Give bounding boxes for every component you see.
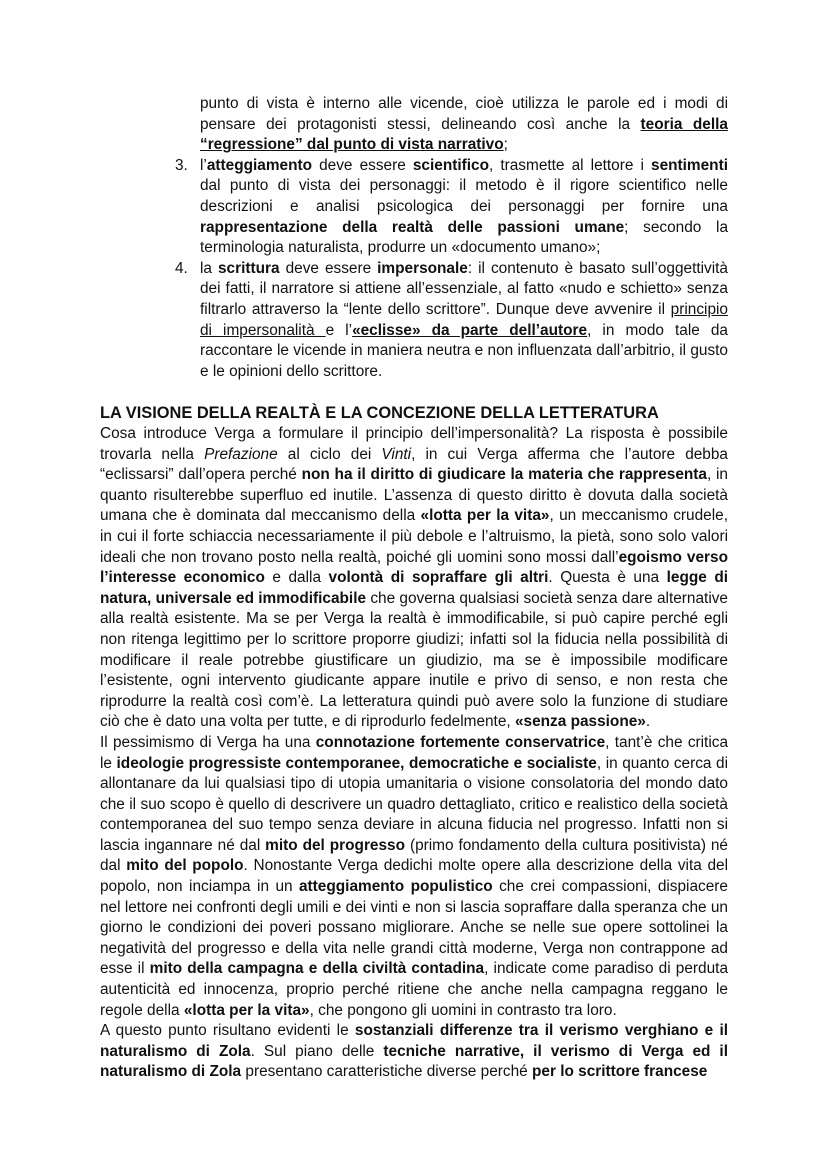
seg-bold: atteggiamento xyxy=(206,156,313,174)
paragraph xyxy=(100,733,728,1021)
bold-run: mito del popolo xyxy=(126,857,244,875)
bold-run: «lotta per la vita» xyxy=(420,507,550,525)
text-run: Cosa introduce Verga a formulare il principio dell’impersonalità? La risposta è possibile trovarla nella xyxy=(100,425,728,463)
text-run: . Sul piano delle xyxy=(250,1042,384,1060)
seg-underline: principio di impersonalità xyxy=(200,300,728,339)
text-run: al ciclo dei xyxy=(277,445,382,463)
text-run: A questo punto risultano evidenti le xyxy=(100,1022,355,1040)
text-run: . Questa è una xyxy=(548,569,667,587)
seg: , trasmette al lettore i xyxy=(488,156,652,174)
text-run: , tant’è che critica le xyxy=(100,733,729,772)
seg: , in modo tale da raccontare le vicende in maniera neutra e non influenzata dall’arbitrio, il gusto e le opinioni dello scrittore. xyxy=(200,321,728,380)
bold-run: mito del progresso xyxy=(265,836,406,854)
bold-run: volontà di sopraffare gli altri xyxy=(328,569,549,587)
paragraph xyxy=(100,1021,728,1083)
bold-run: legge di natura, universale ed immodificabile xyxy=(100,569,728,607)
seg-bold: impersonale xyxy=(377,259,468,277)
bold-run: tecniche narrative, il verismo di Verga ed il naturalismo di Zola xyxy=(100,1042,728,1081)
seg: ; xyxy=(503,136,508,154)
bold-run: egoismo verso l’interesse economico xyxy=(100,548,728,587)
text-run: presentano caratteristiche diverse perché xyxy=(241,1063,532,1081)
text-run: che crei compassioni, dispiacere nel lettore nei confronti degli umili e dei vinti e non si lascia sopraffare dalla speranza che un giorno le condizioni dei poveri possano migliorare. Anche se nelle sue opere sottolinei la negatività del progresso e della vita nelle grandi città moderne, Verga non contrappone ad esse il xyxy=(100,878,728,978)
italic-run: Prefazione xyxy=(204,445,278,463)
text-run: e dalla xyxy=(264,569,329,587)
text-run: , che pongono gli uomini in contrasto tra loro. xyxy=(309,1001,617,1019)
list-item xyxy=(175,156,728,259)
body-text xyxy=(100,424,728,1083)
bold-run: non ha il diritto di giudicare la materia che rappresenta xyxy=(301,466,707,484)
seg-bold-underline: «eclisse» da parte dell’autore xyxy=(352,321,588,339)
text-run: , indicate come paradiso di perduta autenticità ed innocenza, proprio perché ritiene che anche nella campagna reggano le regole della xyxy=(100,960,729,1019)
list-item-text xyxy=(200,156,728,259)
bold-run: ideologie progressiste contemporanee, democratiche e socialiste xyxy=(116,754,597,772)
bold-run: atteggiamento populistico xyxy=(299,878,493,896)
list-item-text xyxy=(200,259,728,383)
list-number: 4. xyxy=(175,259,188,277)
seg-bold: scrittura xyxy=(217,259,280,277)
seg: ; secondo la terminologia naturalista, produrre un «documento umano»; xyxy=(200,218,729,257)
text-run: . Nonostante Verga dedichi molte opere alla descrizione della vita del popolo, non inciampa in un xyxy=(100,857,728,896)
text-run: (primo fondamento della cultura positivista) né dal xyxy=(100,836,728,875)
list-number: 3. xyxy=(175,156,188,174)
seg-bold: rappresentazione della realtà delle passioni umane xyxy=(200,218,625,236)
bold-run: «lotta per la vita» xyxy=(183,1001,310,1019)
seg: : il contenuto è basato sull’oggettività dei fatti, il narratore si attiene all’essenziale, al fatto «nudo e schietto» senza filtrarlo attraverso la “lente dello scrittore”. Dunque deve avvenire il xyxy=(200,259,728,318)
seg: deve essere xyxy=(312,156,413,174)
text-run: Il pessimismo di Verga ha una xyxy=(100,733,316,751)
seg: la xyxy=(200,259,218,277)
text-run: , in cui Verga afferma che l’autore debba “eclissarsi” dall’opera perché xyxy=(100,445,728,484)
section-heading: LA VISIONE DELLA REALTÀ E LA CONCEZIONE DELLA LETTERATURA xyxy=(100,404,659,422)
seg: e l’ xyxy=(325,321,353,339)
text-run: , in quanto cerca di allontanare da lui qualsiasi tipo di utopia umanitaria o visione consolatoria del mondo dato che il suo scopo è quello di descrivere un quadro dettagliato, critico e realistico della società contemporanea del suo tempo senza deviare in alcuna fiducia nel progresso. Infatti non si lascia ingannare né dal xyxy=(100,754,729,854)
list-item-continuation xyxy=(200,94,728,156)
bold-run: «senza passione» xyxy=(514,713,646,731)
seg: punto di vista è interno alle vicende, cioè utilizza le parole ed i modi di pensare dei protagonisti stessi, delineando così anche la xyxy=(200,95,728,133)
seg: deve essere xyxy=(279,259,378,277)
italic-run: Vinti xyxy=(381,445,412,463)
bold-run: connotazione fortemente conservatrice xyxy=(315,733,606,751)
text-run: , un meccanismo crudele, in cui il forte schiaccia necessariamente il più debole e l’altruismo, la pietà, sono solo valori ideali che non trovano posto nella realtà, poiché gli uomini sono mossi dall’ xyxy=(100,507,728,566)
paragraph xyxy=(100,424,728,733)
seg-bold: sentimenti xyxy=(651,156,728,174)
seg: l’ xyxy=(200,156,207,174)
seg: dal punto di vista dei personaggi: il metodo è il rigore scientifico nelle descrizioni e analisi psicologica dei personaggi per fornire una xyxy=(200,177,728,215)
bold-run: mito della campagna e della civiltà contadina xyxy=(149,960,485,978)
text-run: che governa qualsiasi società senza dare alternative alla realtà esistente. Ma se per Verga la realtà è immodificabile, si può capire perché egli non ritenga legittimo per lo scrittore proporre giudizi; infatti sol la fiducia nella possibilità di modificare il reale potrebbe giustificare un giudizio, ma se è impossibile modificare l’esistente, ogni intervento giudicante appare inutile e privo di senso, e non resta che riprodurre la realtà così com’è. La letteratura quindi può avere solo la funzione di studiare ciò che è dato una volta per tutte, e di riprodurlo fedelmente, xyxy=(100,589,728,731)
text-run: , in quanto risulterebbe superfluo ed inutile. L’assenza di questo diritto è dovuta dalla società umana che è dominata dal meccanismo della xyxy=(100,466,728,525)
text-run: . xyxy=(645,713,651,731)
bold-run: per lo scrittore francese xyxy=(531,1063,708,1081)
seg-bold-underline: teoria della “regressione” dal punto di vista narrativo xyxy=(200,115,728,154)
numbered-list xyxy=(175,94,728,382)
list-item xyxy=(175,259,728,383)
bold-run: sostanziali differenze tra il verismo verghiano e il naturalismo di Zola xyxy=(100,1022,728,1060)
seg-bold: scientifico xyxy=(412,156,489,174)
